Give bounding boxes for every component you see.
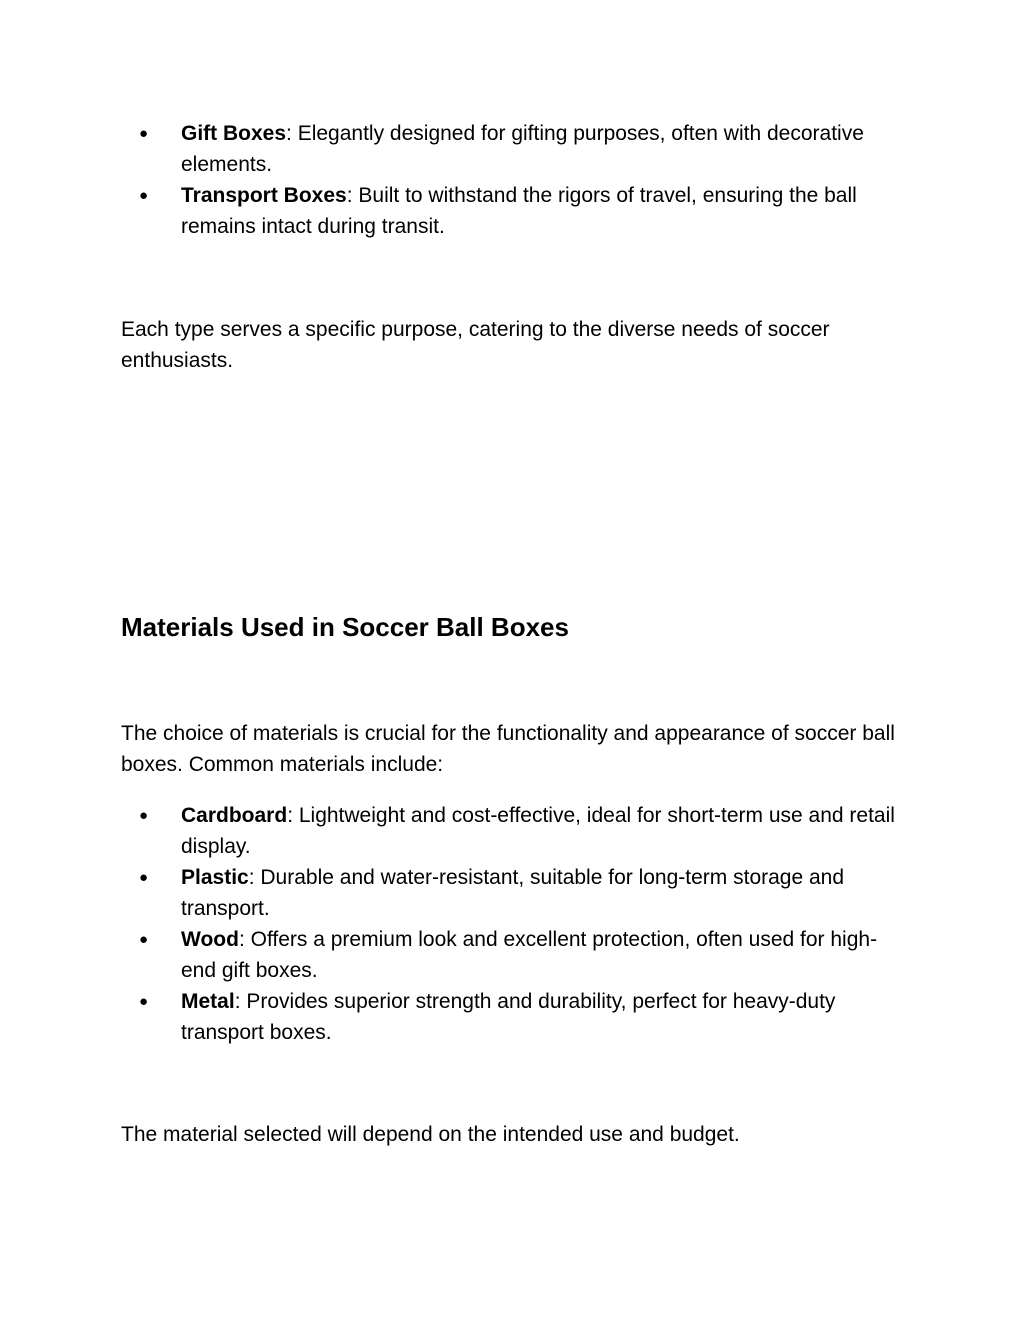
list-item-term: Gift Boxes: [181, 122, 287, 145]
bullet-icon: ●: [139, 125, 149, 142]
list-item-description: : Durable and water-resistant, suitable for long-term storage and transport.: [181, 866, 845, 920]
list-item-term: Plastic: [181, 866, 249, 889]
bullet-icon: ●: [139, 931, 149, 948]
list-item-term: Transport Boxes: [181, 184, 347, 207]
bullet-icon: ●: [139, 807, 149, 824]
list-item: [121, 986, 911, 1048]
section-heading: Materials Used in Soccer Ball Boxes: [121, 612, 569, 642]
list-item: [121, 180, 911, 242]
bullet-icon: ●: [139, 993, 149, 1010]
list-item-description: : Elegantly designed for gifting purposes, often with decorative elements.: [181, 122, 864, 176]
paragraph-materials-intro: The choice of materials is crucial for the functionality and appearance of soccer ball boxes. Common materials include:: [121, 722, 895, 776]
paragraph-conclusion: The material selected will depend on the intended use and budget.: [121, 1123, 740, 1146]
list-item-description: : Offers a premium look and excellent protection, often used for high-end gift boxes.: [181, 928, 878, 982]
list-item-description: : Lightweight and cost-effective, ideal for short-term use and retail display.: [181, 804, 895, 858]
list-item: [121, 924, 911, 986]
list-item-description: : Provides superior strength and durability, perfect for heavy-duty transport boxes.: [181, 990, 836, 1044]
materials-list: [121, 800, 911, 1048]
bullet-icon: ●: [139, 187, 149, 204]
paragraph-type-summary: Each type serves a specific purpose, catering to the diverse needs of soccer enthusiasts.: [121, 318, 830, 372]
box-types-list: [121, 118, 911, 242]
list-item-description: : Built to withstand the rigors of travel, ensuring the ball remains intact during transit.: [181, 184, 857, 238]
list-item-term: Metal: [181, 990, 235, 1013]
list-item: [121, 118, 911, 180]
list-item: [121, 800, 911, 862]
list-item-term: Wood: [181, 928, 239, 951]
list-item: [121, 862, 911, 924]
list-item-term: Cardboard: [181, 804, 288, 827]
bullet-icon: ●: [139, 869, 149, 886]
